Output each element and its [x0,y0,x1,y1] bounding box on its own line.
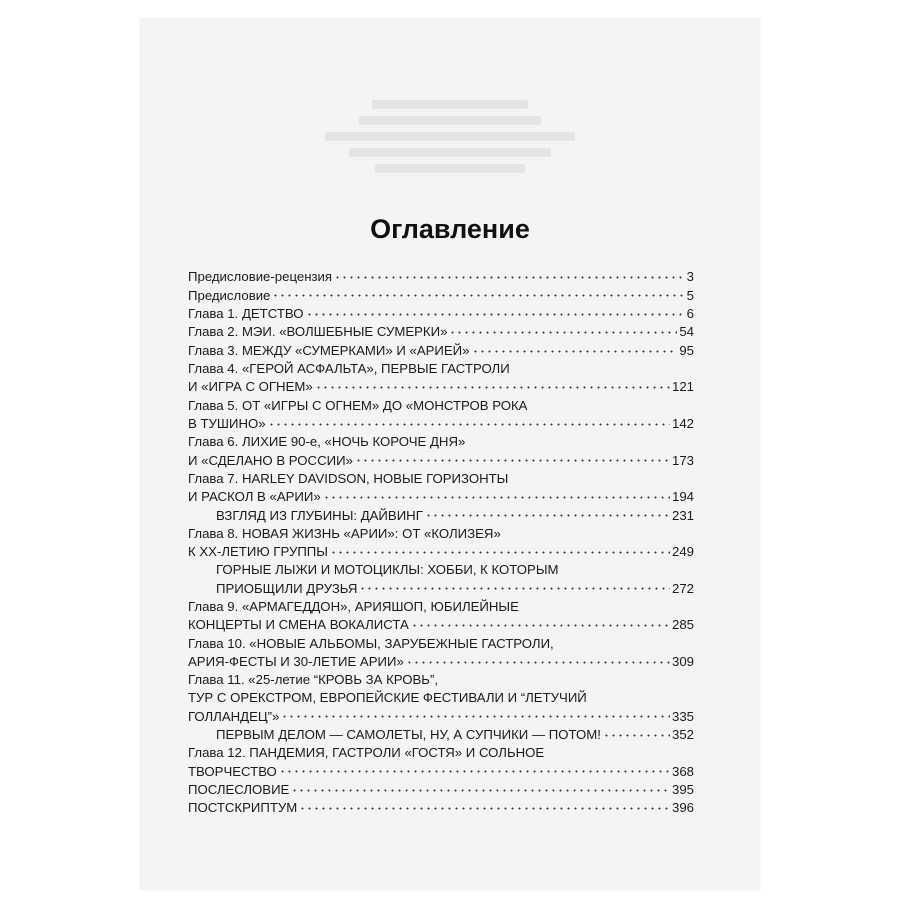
dot-leader [306,305,685,318]
dot-leader [355,451,670,464]
toc-page-number: 309 [671,653,694,669]
page-title: Оглавление [370,214,530,245]
dot-leader [323,488,670,501]
toc-entry [188,305,694,323]
toc-entry-title: Глава 3. МЕЖДУ «СУМЕРКАМИ» И «АРИЕЙ» [188,342,470,358]
toc-entry-title: Глава 9. «АРМАГЕДДОН», АРИЯШОП, ЮБИЛЕЙНЫЕ [188,598,519,614]
toc-entry [188,397,694,434]
dot-leader [291,781,670,794]
dot-leader [315,378,670,391]
toc-entry-title: ТВОРЧЕСТВО [188,763,277,779]
toc-entry [188,470,694,507]
dot-leader [299,799,670,812]
toc-entry [188,799,694,817]
toc-page-number: 121 [671,379,694,395]
toc-page-number: 142 [671,415,694,431]
toc-page-number: 54 [679,324,694,340]
toc-page-number: 173 [671,452,694,468]
toc-page-number: 368 [671,763,694,779]
toc-entry-title: КОНЦЕРТЫ И СМЕНА ВОКАЛИСТА [188,617,409,633]
toc-entry [188,506,694,524]
dot-leader [334,268,685,281]
toc-entry-title: ГОЛЛАНДЕЦ”» [188,708,280,724]
toc-page-number: 396 [671,800,694,816]
toc-entry-title: ГОРНЫЕ ЛЫЖИ И МОТОЦИКЛЫ: ХОББИ, К КОТОРЫМ [216,562,559,578]
toc-entry-title: Предисловие [188,287,271,303]
toc-entry [188,781,694,799]
toc-page-number: 95 [679,342,694,358]
toc-entry-title: И «СДЕЛАНО В РОССИИ» [188,452,353,468]
toc-entry-title: Глава 2. МЭИ. «ВОЛШЕБНЫЕ СУМЕРКИ» [188,324,448,340]
dot-leader [472,342,678,355]
toc-entry-title: И «ИГРА С ОГНЕМ» [188,379,313,395]
toc-entry [188,525,694,562]
dot-leader [449,323,677,336]
dot-leader [272,286,684,299]
toc-page-number: 249 [671,544,694,560]
toc-entry [188,268,694,286]
toc-entry-title: ВЗГЛЯД ИЗ ГЛУБИНЫ: ДАЙВИНГ [216,507,423,523]
toc-page-number: 194 [671,489,694,505]
toc-entry-title: АРИЯ-ФЕСТЫ И 30-ЛЕТИЕ АРИИ» [188,653,404,669]
toc-entry-title: Глава 12. ПАНДЕМИЯ, ГАСТРОЛИ «ГОСТЯ» И СОЛЬНОЕ [188,745,545,761]
dot-leader [411,616,670,629]
toc-entry [188,726,694,744]
dot-leader [603,726,670,739]
toc-entry-title: Глава 10. «НОВЫЕ АЛЬБОМЫ, ЗАРУБЕЖНЫЕ ГАСТРОЛИ, [188,635,554,651]
toc-entry [188,286,694,304]
toc-entry-title: Предисловие-рецензия [188,269,333,285]
toc-page-number: 272 [671,580,694,596]
toc-entry [188,598,694,635]
toc-page-number: 395 [671,782,694,798]
toc-entry-title: ПРИОБЩИЛИ ДРУЗЬЯ [216,580,358,596]
dot-leader [330,543,670,556]
toc-entry-title: ПОСТСКРИПТУМ [188,800,298,816]
toc-entry [188,744,694,781]
dot-leader [279,762,670,775]
toc-entry-title: И РАСКОЛ В «АРИИ» [188,489,321,505]
toc-entry-title: Глава 5. ОТ «ИГРЫ С ОГНЕМ» ДО «МОНСТРОВ РОКА [188,397,528,413]
toc-page-number: 6 [686,305,694,321]
dot-leader [425,506,670,519]
toc-entry [188,433,694,470]
table-of-contents [188,268,694,818]
toc-entry [188,323,694,341]
toc-page-number: 335 [671,708,694,724]
toc-page-number: 285 [671,617,694,633]
toc-entry-title: Глава 6. ЛИХИЕ 90-е, «НОЧЬ КОРОЧЕ ДНЯ» [188,434,466,450]
dot-leader [406,653,670,666]
toc-entry-title: Глава 7. HARLEY DAVIDSON, НОВЫЕ ГОРИЗОНТЫ [188,470,509,486]
dot-leader [359,580,670,593]
toc-entry-title: Глава 4. «ГЕРОЙ АСФАЛЬТА», ПЕРВЫЕ ГАСТРОЛИ [188,360,510,376]
toc-entry [188,635,694,672]
toc-page-number: 3 [686,269,694,285]
toc-entry-title: ТУР С ОРЕКСТРОМ, ЕВРОПЕЙСКИЕ ФЕСТИВАЛИ И “ЛЕТУЧИЙ [188,690,587,706]
toc-entry-title: Глава 1. ДЕТСТВО [188,305,304,321]
toc-entry-title: К XX-ЛЕТИЮ ГРУППЫ [188,544,328,560]
toc-entry-title: ПЕРВЫМ ДЕЛОМ — САМОЛЕТЫ, НУ, А СУПЧИКИ — ПОТОМ! [216,727,601,743]
toc-entry [188,561,694,598]
dot-leader [281,708,670,721]
toc-entry-title: ПОСЛЕСЛОВИЕ [188,782,290,798]
toc-entry-title: В ТУШИНО» [188,415,266,431]
toc-entry [188,342,694,360]
toc-entry [188,671,694,726]
toc-entry-title: Глава 8. НОВАЯ ЖИЗНЬ «АРИИ»: ОТ «КОЛИЗЕЯ» [188,525,501,541]
toc-page-number: 231 [671,507,694,523]
toc-entry [188,360,694,397]
toc-entry-title: Глава 11. «25-летие “КРОВЬ ЗА КРОВЬ”, [188,672,439,688]
toc-page-number: 5 [686,287,694,303]
toc-page-number: 352 [671,727,694,743]
dot-leader [268,415,670,428]
